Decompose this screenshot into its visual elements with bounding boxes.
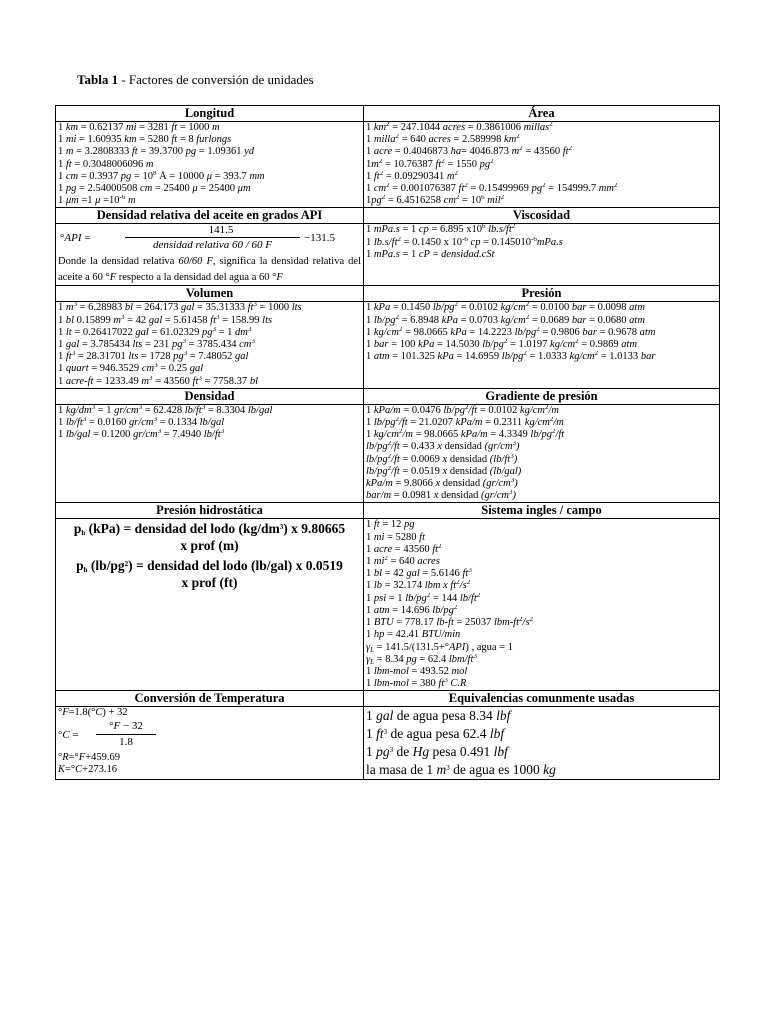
cell-hidrostatica (56, 519, 364, 691)
conversion-line: 1 acre = 0.4046873 ha= 4046.873 $m^2 = 43560$ $ft^2$ (366, 146, 573, 158)
temp-c-numerator: °F − 32 (109, 719, 143, 732)
header-temperatura: Conversión de Temperatura (56, 691, 364, 707)
cell-viscosidad (364, 224, 720, 286)
conversion-line: 1 μm =1 $\mu =10^{-6}$ m (58, 195, 136, 207)
conversion-line: $\gamma_L = 8.34$ pg = 62.4 lbm/$ft^3$ (366, 653, 477, 666)
cell-presion (364, 302, 720, 388)
conversion-line: 1 pg = 2.54000508 cm = 25400 μ = 25400 μm (58, 183, 251, 195)
conversion-line: 1 $cm^2 = 0.001076387$ $ft^2 = 0.15499969$ $pg^2 = 154999.7$ $mm^2$ (366, 183, 618, 195)
caption-label: Tabla 1 (77, 72, 119, 87)
header-viscosidad: Viscosidad (364, 208, 720, 224)
header-longitud: Longitud (56, 106, 364, 122)
conversion-line: $p_h$ (kPa) = densidad del lodo $(kg/dm^3)$ x 9.80665 x prof (m) (73, 521, 346, 553)
conversion-line: 1 mi = 5280 ft (366, 531, 426, 543)
header-densidad: Densidad (56, 388, 364, 404)
conversion-line: 1 $kg/cm^2/m = 98.0665$ kPa/m = 4.3349 $lb/pg^2/ft$ (366, 429, 565, 441)
conversion-line: $lb/pg^2/ft = 0.433$ x densidad $(gr/cm^3)$ (366, 441, 520, 453)
conversion-line: bar/m = 0.0981 x densidad $(gr/cm^3)$ (366, 490, 517, 502)
conversion-line: 1 lb = 32.174 lbm x $ft^2/s^2$ (366, 580, 471, 592)
header-area: Área (364, 106, 720, 122)
temp-line-f: °F=1.8(°C) + 32 (58, 707, 128, 719)
api-formula (58, 224, 361, 254)
conversion-line: 1 mi = 1.60935 km = 5280 ft = 8 furlongs (58, 134, 232, 146)
caption-text: - Factores de conversión de unidades (118, 72, 314, 87)
conversion-line: $1m^2 = 10.76387$ $ft^2 = 1550$ $pg^2$ (366, 158, 494, 170)
api-lhs: °API = (60, 232, 91, 245)
cell-equivalencias (364, 707, 720, 780)
conversion-line: 1 $pg^3$ de Hg pesa 0.491 lbf (366, 744, 508, 760)
temp-line-k: K=°C+273.16 (58, 763, 117, 775)
conversion-line: la masa de 1 $m^3$ de agua es 1000 kg (366, 762, 556, 778)
conversion-line: 1 $ft^2 = 0.09290341$ $m^2$ (366, 170, 458, 182)
temp-line-r: °R=°F+459.69 (58, 751, 120, 763)
cell-temperatura (56, 707, 364, 780)
conversion-table (55, 105, 720, 780)
table-caption (77, 72, 314, 88)
conversion-line: 1 lbm-mol = 380 $ft^3$ C.R (366, 678, 467, 690)
api-denominator: densidad relativa 60 / 60 F (152, 239, 273, 252)
conversion-line: 1 lt = 0.26417022 gal = 61.02329 $pg^3 = 1$ $dm^3$ (58, 326, 252, 338)
conversion-line: 1 $lb/pg^2/ft = 21.0207$ kPa/m = 0.2311 $kg/cm^2/m$ (366, 417, 564, 429)
conversion-line: 1 kPa = 0.1450 $lb/pg^2 = 0.0102$ $kg/cm^2 = 0.0100$ bar = 0.0098 atm (366, 302, 645, 314)
conversion-line: 1 bl = 42 gal = 5.6146 $ft^3$ (366, 568, 472, 580)
header-presion: Presión (364, 286, 720, 302)
conversion-line: 1 $lb/pg^2 = 6.8948$ kPa = 0.0703 $kg/cm^2 = 0.0689$ bar = 0.0680 atm (366, 314, 645, 326)
conversion-line: 1 kPa/m = 0.0476 $lb/pg^2/ft = 0.0102$ $kg/cm^2/m$ (366, 404, 559, 416)
conversion-line: 1 $lb.s/ft^2 = 0.1450$ x $10^{-6}$ cp = $0.145010^{-6}mPa.s$ (366, 236, 563, 248)
conversion-line: 1 bar = 100 kPa = 14.5030 $lb/pg^2 = 1.0197$ $kg/cm^2 = 0.9869$ atm (366, 339, 638, 351)
conversion-line: 1 $ft^3 = 28.31701$ lts = 1728 $pg^3 = 7.48052$ gal (58, 351, 249, 363)
conversion-line: 1 mPa.s = 1 cp = 6.895 $x10^6$ $lb.s/ft^2$ (366, 224, 516, 236)
temp-formula-c (58, 720, 361, 752)
conversion-line: 1 atm = 14.696 $lb/pg^2$ (366, 604, 458, 616)
conversion-line: 1 $kg/cm^2 = 98.0665$ kPa = 14.2223 $lb/pg^2 = 0.9806$ bar = 0.9678 atm (366, 326, 656, 338)
conversion-line: 1 psi = 1 $lb/pg^2 = 144$ $lb/ft^2$ (366, 592, 481, 604)
conversion-line: 1 mPa.s = 1 cP = densidad.cSt (366, 248, 495, 260)
conversion-line: $lb/pg^2/ft = 0.0069$ x densidad $(lb/ft^3)$ (366, 453, 518, 465)
fraction-bar (96, 734, 156, 735)
conversion-line: 1 acre-ft = 1233.49 $m^3 = 43560$ $ft^3 = 7758.37$ bl (58, 375, 258, 387)
conversion-line: 1 gal de agua pesa 8.34 lbf (366, 708, 511, 724)
conversion-line: 1 m = 3.2808333 ft = 39.3700 pg = 1.09361 yd (58, 146, 254, 158)
api-description: Donde la densidad relativa 60/60 F, significa la densidad relativa del aceite a 60 °F respecto a la densidad del agua a 60 °F (58, 256, 361, 283)
cell-densidad (56, 404, 364, 503)
temp-c-lhs: °C = (58, 728, 79, 741)
conversion-line: 1 ft = 0.3048006096 m (58, 158, 154, 170)
conversion-line: 1 atm = 101.325 kPa = 14.6959 $lb/pg^2 = 1.0333$ $kg/cm^2 = 1.0133$ bar (366, 351, 656, 363)
header-api: Densidad relativa del aceite en grados API (56, 208, 364, 224)
cell-area (364, 122, 720, 208)
conversion-line: $1pg^2 = 6.4516258$ $cm^2 = 10^6$ mil$^2$ (366, 195, 505, 207)
conversion-line: 1 milla$^2$ = 640 acres = 2.589998 $km^2$ (366, 134, 520, 146)
header-sistema: Sistema ingles / campo (364, 503, 720, 519)
header-equivalencias: Equivalencias comunmente usadas (364, 691, 720, 707)
cell-api (56, 224, 364, 286)
header-hidrostatica: Presión hidrostática (56, 503, 364, 519)
fraction-bar (125, 237, 300, 238)
conversion-line: 1 $m^3 = 6.28983$ bl = 264.173 gal = 35.31333 $ft^3 = 1000$ lts (58, 302, 302, 314)
conversion-line: 1 BTU = 778.17 lb-ft = 25037 lbm-$ft^2/s^2$ (366, 617, 534, 629)
conversion-line: 1 $ft^3$ de agua pesa 62.4 lbf (366, 726, 505, 742)
api-tail: −131.5 (304, 232, 335, 245)
temp-c-denominator: 1.8 (119, 735, 133, 748)
conversion-line: kPa/m = 9.8066 x densidad $(gr/cm^3)$ (366, 478, 518, 490)
conversion-line: 1 $mi^2 = 640$ acres (366, 556, 440, 568)
conversion-line: 1 acre = 43560 $ft^2$ (366, 543, 442, 555)
conversion-line: 1 $lb/ft^3 = 0.0160$ $gr/cm^3 = 0.1334$ lb/gal (58, 417, 225, 429)
conversion-line: $p_h$ $(lb/pg^2)$ = densidad del lodo (lb/gal) x 0.0519 x prof (ft) (76, 558, 343, 590)
conversion-line: 1 bl 0.15899 $m^3 = 42$ gal = 5.61458 $ft^3 = 158.99$ lts (58, 314, 273, 326)
cell-volumen (56, 302, 364, 388)
header-gradiente: Gradiente de presión (364, 388, 720, 404)
conversion-line: 1 ft = 12 pg (366, 519, 415, 531)
header-volumen: Volumen (56, 286, 364, 302)
conversion-line: 1 $km^2 = 247.1044$ acres = 0.3861006 millas$^2$ (366, 122, 553, 133)
conversion-line: 1 lbm-mol = 493.52 mol (366, 665, 468, 677)
conversion-line: 1 gal = 3.785434 lts = 231 $pg^3 = 3785.434$ $cm^3$ (58, 339, 255, 351)
api-numerator: 141.5 (208, 224, 234, 237)
cell-sistema (364, 519, 720, 691)
conversion-line: 1 lb/gal = 0.1200 $gr/cm^3 = 7.4940$ $lb/ft^3$ (58, 429, 225, 441)
conversion-line: 1 $kg/dm^3 = 1$ $gr/cm^3 = 62.428$ $lb/ft^3 = 8.3304$ lb/gal (58, 404, 273, 416)
conversion-line: 1 km = 0.62137 mi = 3281 ft = 1000 m (58, 122, 220, 133)
conversion-line: 1 quart = 946.3529 $cm^3 = 0.25$ gal (58, 363, 204, 375)
conversion-line: $lb/pg^2/ft = 0.0519$ x densidad (lb/gal) (366, 465, 522, 477)
cell-longitud (56, 122, 364, 208)
conversion-line: 1 cm = 0.3937 pg = $10^8$ Å = 10000 μ = 393.7 mm (58, 170, 265, 182)
conversion-line: $\gamma_L = 141.5/(131.5+^\circ API)$ , agua = 1 (366, 641, 513, 654)
cell-gradiente (364, 404, 720, 503)
conversion-line: 1 hp = 42.41 BTU/min (366, 629, 461, 641)
